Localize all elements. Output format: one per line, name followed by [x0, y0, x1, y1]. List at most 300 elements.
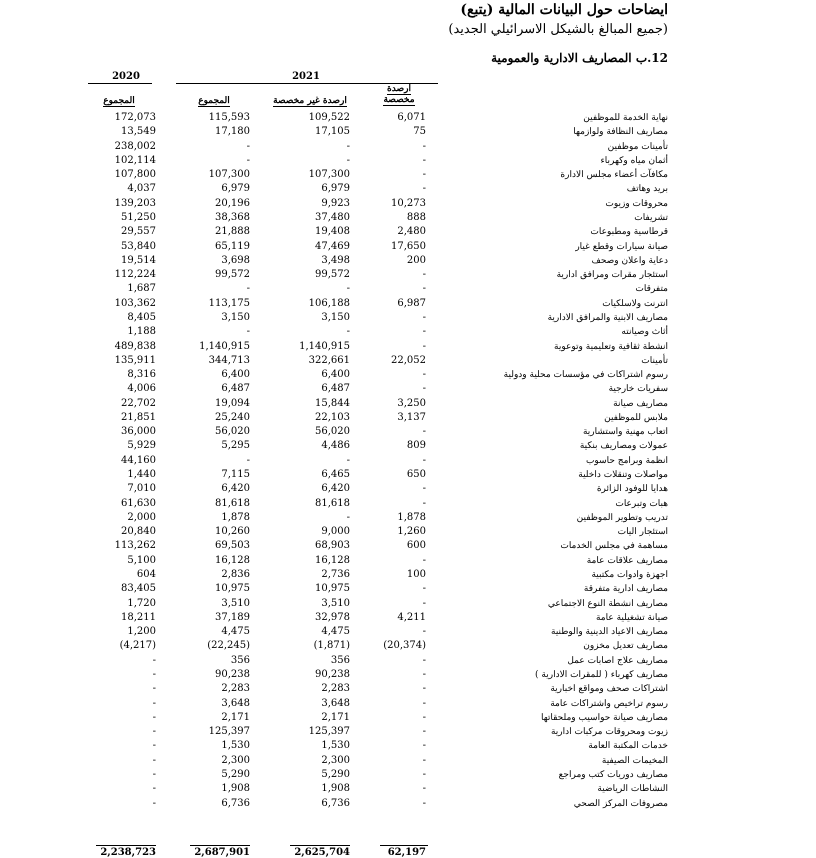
- table-row: [0, 154, 816, 168]
- cell-allocated: -: [422, 154, 426, 166]
- cell-total-2021: 20,196: [215, 197, 250, 209]
- cell-2020: 8,316: [127, 369, 156, 381]
- row-label: مصاريف كهرباء ( للمقرات الادارية ): [535, 669, 668, 680]
- cell-2020: 139,203: [114, 197, 156, 209]
- cell-2020: 113,262: [114, 540, 156, 552]
- table-row: [0, 225, 816, 239]
- cell-total-2021: -: [246, 140, 250, 152]
- cell-allocated: -: [422, 283, 426, 295]
- cell-allocated: -: [422, 711, 426, 723]
- cell-unallocated: 2,736: [321, 569, 350, 580]
- cell-unallocated: 6,487: [321, 383, 350, 395]
- cell-allocated: -: [422, 426, 426, 438]
- cell-total-2021: 113,175: [208, 297, 250, 309]
- total-2021: 2,687,901: [194, 847, 250, 858]
- row-label: خدمات المكتبة العامة: [588, 741, 668, 752]
- cell-allocated: -: [422, 269, 426, 281]
- cell-unallocated: 5,290: [321, 768, 350, 780]
- cell-allocated: -: [422, 140, 426, 152]
- total-2020: 2,238,723: [100, 847, 156, 858]
- cell-allocated: -: [422, 726, 426, 738]
- cell-total-2021: 1,878: [221, 511, 250, 523]
- total-allocated: 62,197: [387, 847, 426, 858]
- cell-unallocated: 15,844: [315, 397, 350, 409]
- cell-total-2021: 1,530: [221, 740, 250, 752]
- cell-allocated: -: [422, 768, 426, 780]
- cell-unallocated: 37,480: [315, 211, 350, 223]
- cell-allocated: -: [422, 326, 426, 338]
- table-row: [0, 368, 816, 382]
- table-row: [0, 639, 816, 653]
- table-row: [0, 711, 816, 725]
- cell-total-2021: 99,572: [215, 269, 250, 281]
- table-row: [0, 554, 816, 568]
- row-label: تشريفات: [634, 212, 668, 223]
- table-row: [0, 311, 816, 325]
- cell-unallocated: 81,618: [315, 497, 350, 509]
- cell-total-2021: 10,975: [215, 583, 250, 595]
- year-2020-underline: [88, 83, 152, 84]
- row-label: مصاريف تعديل مخزون: [583, 641, 668, 652]
- table-row: [0, 597, 816, 611]
- cell-2020: 4,006: [127, 383, 156, 395]
- cell-allocated: -: [422, 626, 426, 638]
- cell-total-2021: 5,290: [221, 768, 250, 780]
- cell-2020: 238,002: [114, 140, 156, 152]
- cell-2020: 44,160: [121, 454, 156, 466]
- cell-unallocated: -: [346, 511, 350, 523]
- cell-unallocated: 9,000: [321, 526, 350, 538]
- cell-2020: 7,010: [127, 483, 156, 495]
- table-row: [0, 240, 816, 254]
- cell-total-2021: 356: [230, 654, 250, 666]
- row-label: مصاريف ادارية متفرقة: [583, 584, 668, 595]
- table-row: [0, 140, 816, 154]
- cell-2020: 13,549: [121, 126, 156, 138]
- cell-allocated: 4,211: [397, 611, 426, 623]
- row-label: عمولات ومصاريف بنكية: [579, 441, 668, 452]
- row-label: مواصلات وتنقلات داخلية: [578, 470, 668, 481]
- table-row: [0, 725, 816, 739]
- table-row: [0, 668, 816, 682]
- cell-2020: 5,929: [127, 440, 156, 452]
- cell-2020: -: [152, 740, 156, 752]
- cell-2020: -: [152, 726, 156, 738]
- cell-allocated: 75: [413, 126, 426, 138]
- row-label: بريد وهاتف: [626, 184, 668, 195]
- row-label: المخيمات الصيفية: [601, 755, 668, 766]
- cell-allocated: -: [422, 483, 426, 495]
- cell-allocated: -: [422, 697, 426, 709]
- cell-total-2021: 90,238: [215, 668, 250, 680]
- row-label: مصاريف علاج اصابات عمل: [567, 655, 668, 666]
- cell-allocated: -: [422, 169, 426, 181]
- cell-2020: 112,224: [114, 269, 156, 281]
- table-row: [0, 397, 816, 411]
- cell-allocated: 650: [406, 469, 426, 481]
- row-label: مصاريف الابنية والمرافق الادارية: [547, 312, 668, 323]
- totals-line-unallocated: [290, 845, 350, 846]
- totals-line-allocated: [380, 845, 428, 846]
- cell-2020: -: [152, 711, 156, 723]
- cell-unallocated: 2,300: [321, 754, 350, 766]
- col-header-allocated: ارصدة مخصصة: [383, 84, 415, 105]
- cell-2020: -: [152, 683, 156, 695]
- table-row: [0, 697, 816, 711]
- cell-2020: 1,440: [127, 469, 156, 481]
- cell-unallocated: -: [346, 326, 350, 338]
- cell-allocated: 1,878: [397, 511, 426, 523]
- cell-allocated: 809: [406, 440, 426, 452]
- table-row: [0, 739, 816, 753]
- row-label: مصاريف الاعياد الدينية والوطنية: [551, 627, 668, 638]
- table-row: [0, 754, 816, 768]
- cell-2020: 1,188: [127, 326, 156, 338]
- row-label: هدايا للوفود الزائرة: [596, 484, 668, 495]
- cell-allocated: -: [422, 183, 426, 195]
- table-row: [0, 782, 816, 796]
- table-row: [0, 454, 816, 468]
- cell-unallocated: 1,908: [321, 783, 350, 795]
- cell-total-2021: -: [246, 326, 250, 338]
- col-header-total-2020: المجموع: [103, 96, 135, 106]
- cell-2020: 604: [136, 569, 156, 580]
- table-row: [0, 468, 816, 482]
- cell-2020: 1,200: [127, 626, 156, 638]
- cell-total-2021: (22,245): [207, 640, 250, 652]
- table-row: [0, 282, 816, 296]
- cell-allocated: -: [422, 369, 426, 381]
- row-label: تدريب وتطوير الموظفين: [576, 512, 668, 523]
- cell-unallocated: 32,978: [315, 611, 350, 623]
- row-label: النشاطات الرياضية: [597, 784, 668, 795]
- cell-total-2021: 81,618: [215, 497, 250, 509]
- table-row: [0, 768, 816, 782]
- row-label: سفريات خارجية: [608, 384, 668, 395]
- cell-2020: 53,840: [121, 240, 156, 252]
- table-row: [0, 497, 816, 511]
- cell-total-2021: 2,283: [221, 683, 250, 695]
- table-row: [0, 354, 816, 368]
- table-row: [0, 625, 816, 639]
- expense-table: [0, 111, 816, 811]
- cell-total-2021: 3,150: [221, 311, 250, 323]
- cell-unallocated: 4,486: [321, 440, 350, 452]
- row-label: مصاريف صيانة حواسيب وملحقاتها: [540, 712, 668, 723]
- table-row: [0, 325, 816, 339]
- cell-unallocated: 3,498: [321, 254, 350, 266]
- cell-unallocated: 99,572: [315, 269, 350, 281]
- cell-unallocated: 356: [330, 654, 350, 666]
- cell-unallocated: -: [346, 283, 350, 295]
- cell-unallocated: 9,923: [321, 197, 350, 209]
- cell-total-2021: -: [246, 154, 250, 166]
- cell-total-2021: 7,115: [221, 469, 250, 481]
- cell-unallocated: 4,475: [321, 626, 350, 638]
- row-label: انترنت ولاسلكيات: [602, 298, 668, 309]
- cell-total-2021: 3,510: [221, 597, 250, 609]
- cell-allocated: -: [422, 454, 426, 466]
- cell-total-2021: 21,888: [215, 226, 250, 238]
- row-label: أثاث وصيانته: [621, 327, 668, 338]
- cell-allocated: (20,374): [383, 640, 426, 652]
- cell-2020: 5,100: [127, 554, 156, 566]
- cell-allocated: -: [422, 497, 426, 509]
- cell-2020: 61,630: [121, 497, 156, 509]
- table-row: [0, 539, 816, 553]
- table-row: [0, 425, 816, 439]
- cell-total-2021: 344,713: [208, 354, 250, 366]
- cell-allocated: -: [422, 683, 426, 695]
- row-label: انظمة وبرامج حاسوب: [585, 455, 668, 466]
- table-row: [0, 582, 816, 596]
- cell-total-2021: 3,698: [221, 254, 250, 266]
- cell-unallocated: 2,283: [321, 683, 350, 695]
- cell-2020: 22,702: [121, 397, 156, 409]
- cell-allocated: 888: [406, 211, 426, 223]
- row-label: مصاريف النظافة ولوازمها: [573, 127, 668, 138]
- cell-unallocated: 17,105: [315, 126, 350, 138]
- row-label: أثمان مياه وكهرباء: [600, 155, 668, 166]
- cell-2020: -: [152, 783, 156, 795]
- cell-2020: 51,250: [121, 211, 156, 223]
- cell-total-2021: 2,171: [221, 711, 250, 723]
- table-row: [0, 525, 816, 539]
- cell-total-2021: 6,979: [221, 183, 250, 195]
- row-label: متفرقات: [635, 284, 668, 295]
- cell-unallocated: 3,150: [321, 311, 350, 323]
- row-label: هبات وتبرعات: [615, 498, 668, 509]
- cell-unallocated: 3,510: [321, 597, 350, 609]
- table-row: [0, 254, 816, 268]
- cell-total-2021: 25,240: [215, 411, 250, 423]
- cell-unallocated: 2,171: [321, 711, 350, 723]
- cell-unallocated: -: [346, 154, 350, 166]
- cell-2020: 1,720: [127, 597, 156, 609]
- cell-total-2021: 6,400: [221, 369, 250, 381]
- cell-total-2021: 16,128: [215, 554, 250, 566]
- row-label: مصاريف صيانة: [613, 398, 668, 409]
- cell-unallocated: 109,522: [308, 112, 350, 123]
- row-label: تأمينات: [641, 355, 668, 366]
- cell-total-2021: 1,908: [221, 783, 250, 795]
- cell-2020: -: [152, 797, 156, 809]
- cell-unallocated: 1,140,915: [299, 340, 350, 352]
- cell-unallocated: 6,736: [321, 797, 350, 809]
- total-unallocated: 2,625,704: [294, 847, 350, 858]
- cell-2020: 489,838: [114, 340, 156, 352]
- cell-2020: 36,000: [121, 426, 156, 438]
- table-row: [0, 482, 816, 496]
- cell-2020: 29,557: [121, 226, 156, 238]
- year-2021-header: 2021: [292, 71, 320, 82]
- table-row: [0, 168, 816, 182]
- cell-allocated: -: [422, 668, 426, 680]
- cell-2020: -: [152, 754, 156, 766]
- row-label: اتعاب مهنية واستشارية: [582, 427, 668, 438]
- cell-allocated: -: [422, 311, 426, 323]
- cell-total-2021: -: [246, 283, 250, 295]
- row-label: زيوت ومحروقات مركبات ادارية: [550, 727, 668, 738]
- cell-total-2021: 69,503: [215, 540, 250, 552]
- table-row: [0, 125, 816, 139]
- cell-unallocated: 106,188: [308, 297, 350, 309]
- table-row: [0, 511, 816, 525]
- cell-total-2021: 107,300: [208, 169, 250, 181]
- table-row: [0, 568, 816, 582]
- cell-2020: 4,037: [127, 183, 156, 195]
- cell-2020: 107,800: [114, 169, 156, 181]
- table-row: [0, 111, 816, 125]
- cell-total-2021: 37,189: [215, 611, 250, 623]
- cell-2020: -: [152, 697, 156, 709]
- row-label: استئجار مقرات ومرافق ادارية: [556, 270, 668, 281]
- row-label: مساهمة في مجلس الخدمات: [560, 541, 668, 552]
- row-label: رسوم اشتراكات في مؤسسات محلية ودولية: [503, 370, 668, 381]
- cell-allocated: -: [422, 797, 426, 809]
- cell-unallocated: -: [346, 140, 350, 152]
- cell-unallocated: (1,871): [313, 640, 350, 652]
- cell-allocated: 600: [406, 540, 426, 552]
- table-row: [0, 611, 816, 625]
- cell-unallocated: 16,128: [315, 554, 350, 566]
- cell-unallocated: 19,408: [315, 226, 350, 238]
- cell-allocated: 6,987: [397, 297, 426, 309]
- cell-allocated: 22,052: [391, 354, 426, 366]
- cell-2020: 2,000: [127, 511, 156, 523]
- cell-2020: 19,514: [121, 254, 156, 266]
- cell-2020: 103,362: [114, 297, 156, 309]
- cell-unallocated: -: [346, 454, 350, 466]
- cell-allocated: 3,137: [397, 411, 426, 423]
- cell-total-2021: 3,648: [221, 697, 250, 709]
- cell-unallocated: 6,465: [321, 469, 350, 481]
- cell-2020: 102,114: [114, 154, 156, 166]
- cell-total-2021: 2,836: [221, 569, 250, 580]
- cell-total-2021: 17,180: [215, 126, 250, 138]
- row-label: انشطة ثقافية وتعليمية وتوعوية: [554, 341, 668, 352]
- cell-allocated: -: [422, 597, 426, 609]
- cell-2020: 8,405: [127, 311, 156, 323]
- row-label: استئجار اليات: [617, 527, 668, 538]
- cell-unallocated: 47,469: [315, 240, 350, 252]
- row-label: مصروفات المركز الصحي: [573, 798, 668, 809]
- cell-allocated: -: [422, 383, 426, 395]
- cell-allocated: 3,250: [397, 397, 426, 409]
- cell-unallocated: 1,530: [321, 740, 350, 752]
- cell-2020: -: [152, 668, 156, 680]
- row-label: دعاية واعلان وصحف: [591, 255, 668, 266]
- row-label: مكافآت أعضاء مجلس الادارة: [560, 170, 668, 181]
- col-header-unallocated: ارصدة غير مخصصة: [273, 96, 347, 106]
- table-row: [0, 682, 816, 696]
- table-row: [0, 797, 816, 811]
- totals-line-2020: [96, 845, 156, 846]
- cell-unallocated: 22,103: [315, 411, 350, 423]
- cell-2020: 1,687: [127, 283, 156, 295]
- cell-unallocated: 10,975: [315, 583, 350, 595]
- table-row: [0, 197, 816, 211]
- cell-unallocated: 107,300: [308, 169, 350, 181]
- cell-2020: 172,073: [114, 112, 156, 123]
- table-row: [0, 268, 816, 282]
- table-row: [0, 439, 816, 453]
- row-label: نهاية الخدمة للموظفين: [583, 113, 668, 123]
- cell-unallocated: 322,661: [308, 354, 350, 366]
- cell-allocated: -: [422, 340, 426, 352]
- table-row: [0, 654, 816, 668]
- cell-allocated: 1,260: [397, 526, 426, 538]
- cell-allocated: -: [422, 554, 426, 566]
- cell-total-2021: 19,094: [215, 397, 250, 409]
- col-header-total-2021: المجموع: [198, 96, 230, 106]
- table-row: [0, 297, 816, 311]
- table-row: [0, 182, 816, 196]
- year-2020-header: 2020: [112, 71, 140, 82]
- row-label: مصاريف انشطة النوع الاجتماعي: [547, 598, 668, 609]
- cell-unallocated: 90,238: [315, 668, 350, 680]
- cell-allocated: 200: [406, 254, 426, 266]
- row-label: مصاريف دوريات كتب ومراجع: [558, 769, 668, 780]
- cell-2020: 83,405: [121, 583, 156, 595]
- cell-unallocated: 56,020: [315, 426, 350, 438]
- cell-allocated: -: [422, 654, 426, 666]
- cell-2020: (4,217): [119, 640, 156, 652]
- row-label: مصاريف علاقات عامة: [586, 555, 668, 566]
- cell-unallocated: 125,397: [308, 726, 350, 738]
- cell-unallocated: 3,648: [321, 697, 350, 709]
- cell-total-2021: 5,295: [221, 440, 250, 452]
- row-label: صيانة سيارات وقطع غيار: [575, 241, 668, 252]
- table-row: [0, 211, 816, 225]
- row-label: تأمينات موظفين: [607, 141, 668, 152]
- row-label: ملابس للموظفين: [604, 412, 668, 423]
- row-label: اجهزة وادوات مكتبية: [591, 570, 668, 580]
- cell-allocated: 10,273: [391, 197, 426, 209]
- cell-allocated: 17,650: [391, 240, 426, 252]
- cell-total-2021: 125,397: [208, 726, 250, 738]
- table-row: [0, 382, 816, 396]
- cell-total-2021: 38,368: [215, 211, 250, 223]
- row-label: قرطاسية ومطبوعات: [590, 227, 668, 238]
- cell-unallocated: 6,400: [321, 369, 350, 381]
- cell-total-2021: 6,420: [221, 483, 250, 495]
- cell-total-2021: 4,475: [221, 626, 250, 638]
- cell-2020: -: [152, 654, 156, 666]
- cell-2020: 21,851: [121, 411, 156, 423]
- cell-2020: -: [152, 768, 156, 780]
- section-title: 12.ب المصاريف الادارية والعمومية: [491, 51, 668, 65]
- cell-allocated: -: [422, 740, 426, 752]
- cell-allocated: -: [422, 583, 426, 595]
- cell-total-2021: 65,119: [215, 240, 250, 252]
- cell-unallocated: 6,979: [321, 183, 350, 195]
- cell-allocated: 100: [406, 569, 426, 580]
- cell-total-2021: 115,593: [208, 112, 250, 123]
- cell-allocated: -: [422, 754, 426, 766]
- cell-total-2021: -: [246, 454, 250, 466]
- cell-2020: 135,911: [114, 354, 156, 366]
- cell-total-2021: 6,487: [221, 383, 250, 395]
- page-title: ايضاحات حول البيانات المالية (يتبع): [460, 2, 668, 18]
- cell-allocated: 6,071: [397, 112, 426, 123]
- cell-total-2021: 6,736: [221, 797, 250, 809]
- currency-note: (جميع المبالغ بالشيكل الاسرائيلي الجديد): [448, 22, 668, 37]
- totals-line-total: [190, 845, 250, 846]
- row-label: اشتراكات صحف ومواقع اخبارية: [550, 684, 668, 695]
- cell-unallocated: 6,420: [321, 483, 350, 495]
- table-row: [0, 411, 816, 425]
